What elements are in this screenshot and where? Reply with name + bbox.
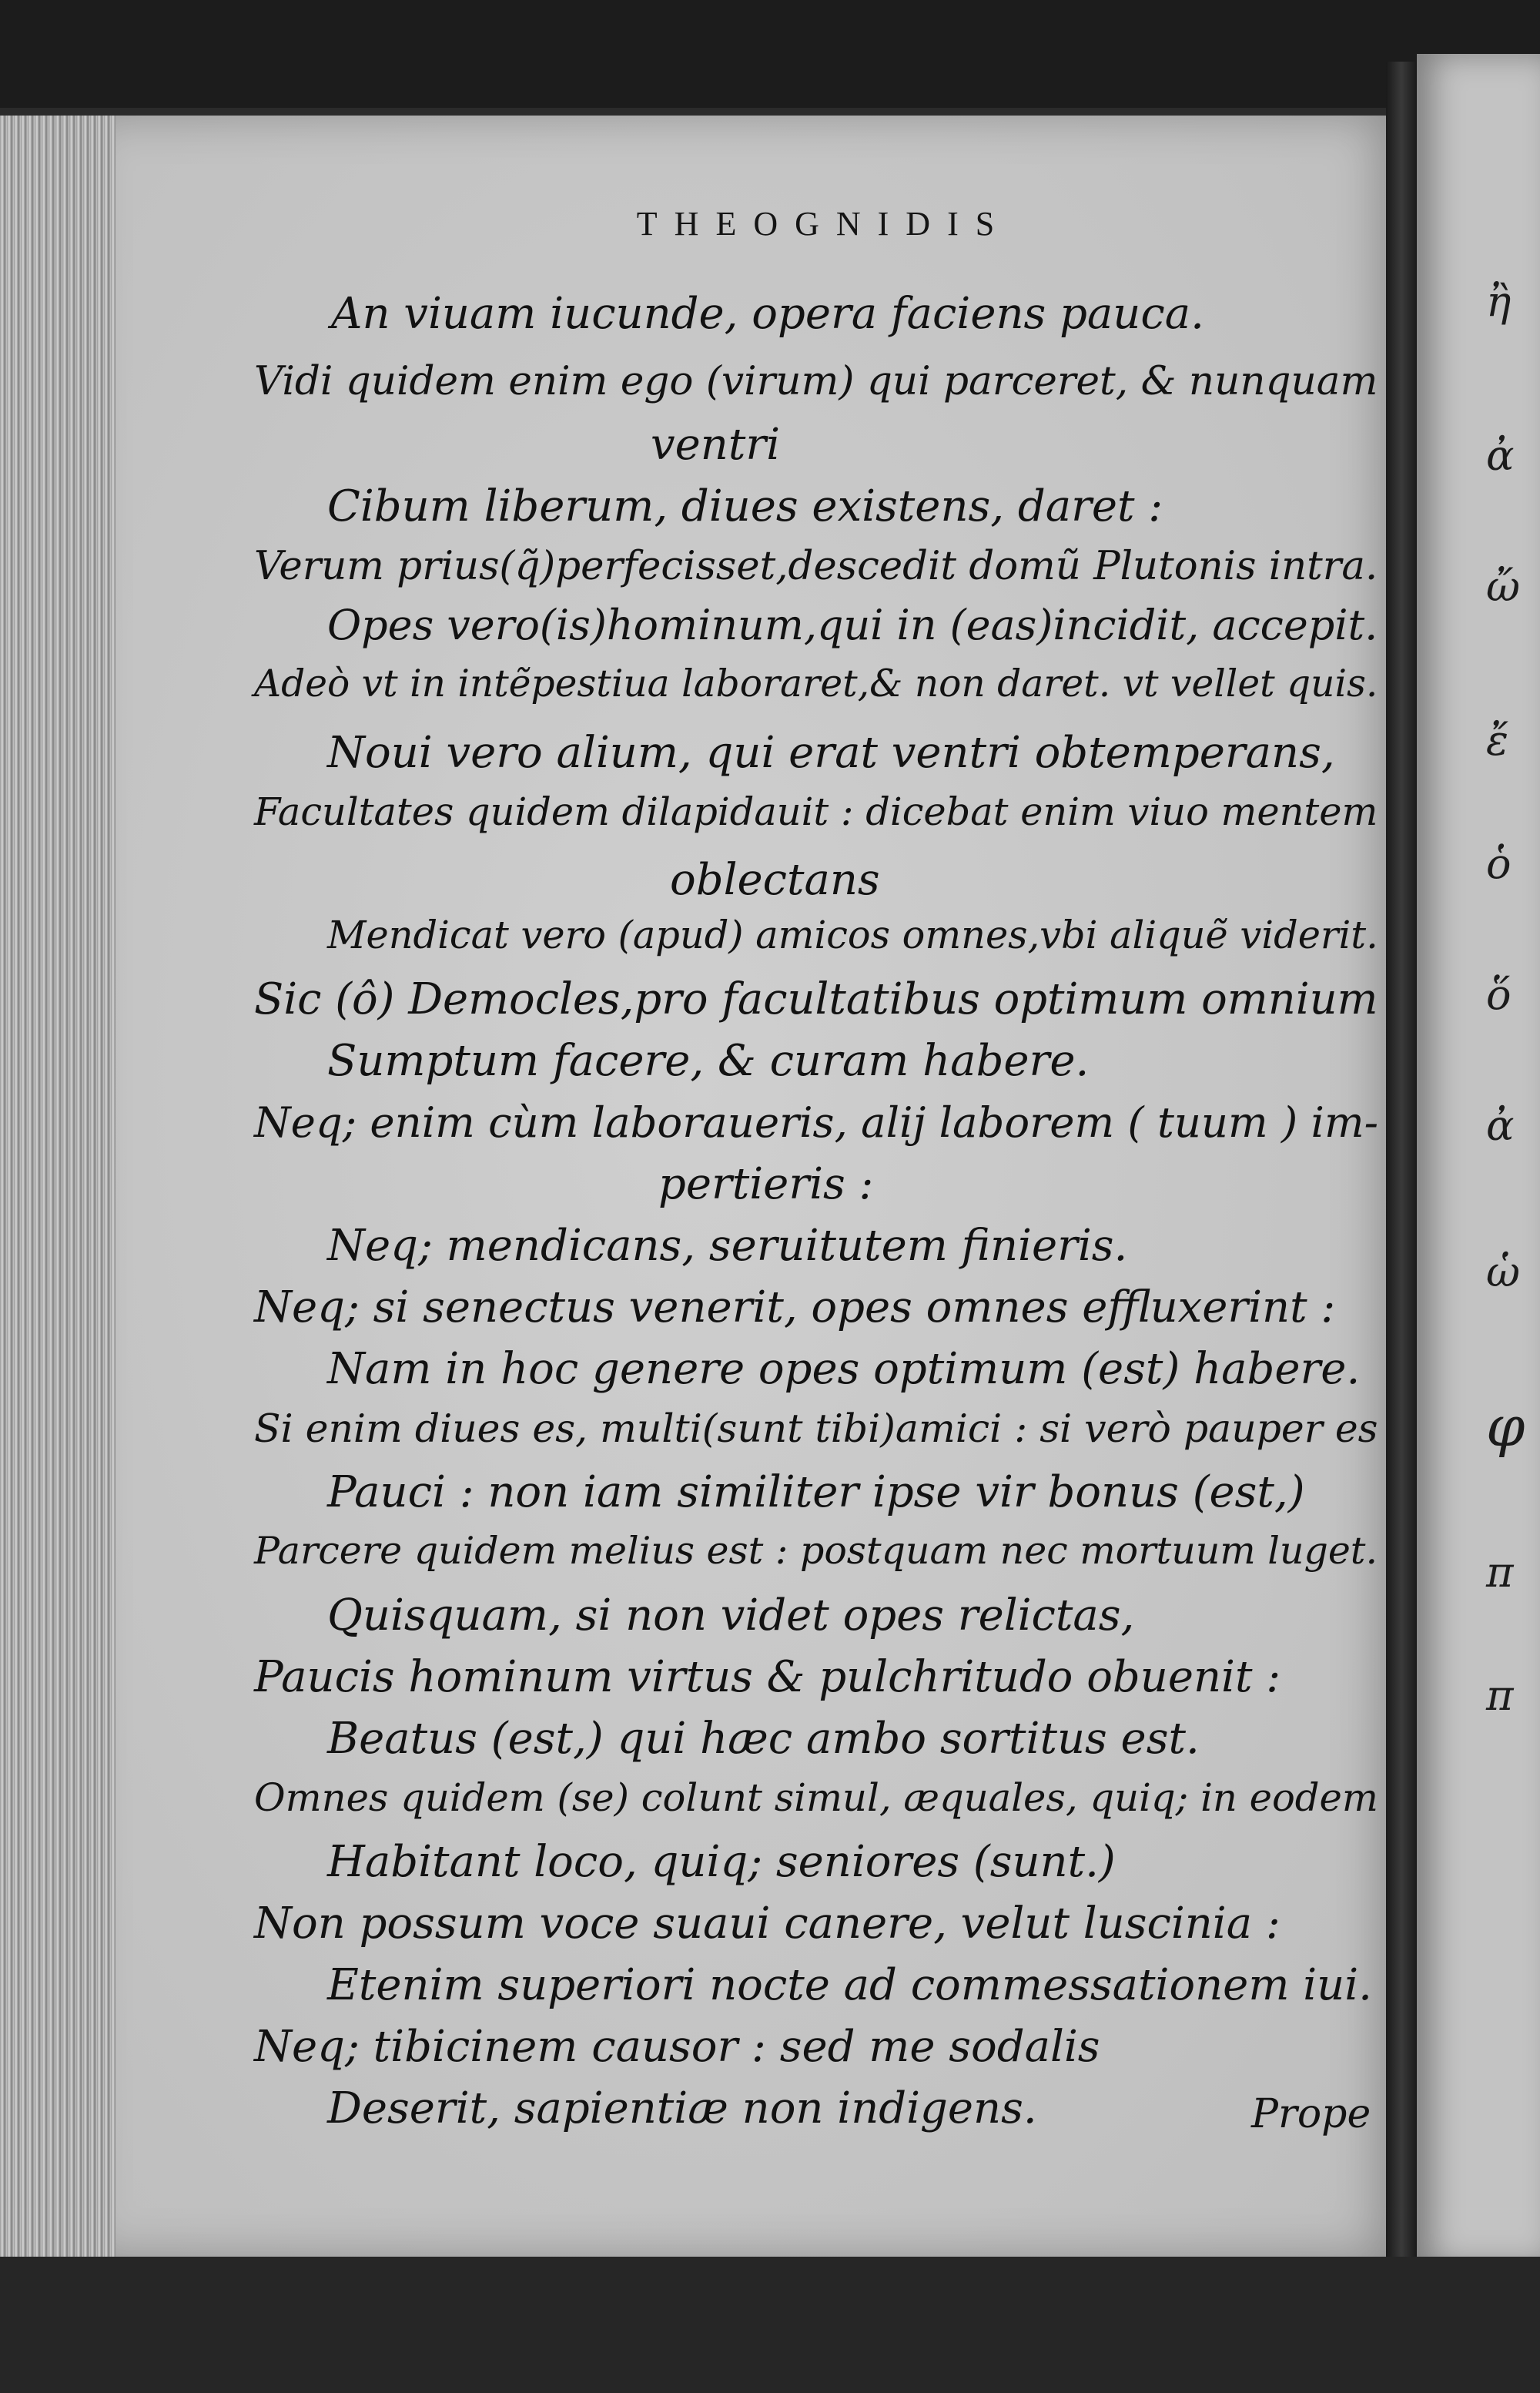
text-line: Etenim superiori nocte ad commessationem iui. (327, 1960, 1372, 2010)
text-line: Non possum voce suaui canere, velut luscinia : (254, 1899, 1281, 1949)
facing-glyph: ὁ (1486, 840, 1512, 888)
facing-page (1417, 54, 1540, 2264)
book-gutter (1386, 62, 1417, 2264)
text-line: Facultates quidem dilapidauit : dicebat enim viuo mentem (254, 789, 1378, 834)
text-line: Neq; mendicans, seruitutem finieris. (327, 1221, 1128, 1271)
text-line: Omnes quidem (se) colunt simul, æquales, quiq; in eodem (254, 1775, 1378, 1820)
text-line: Opes vero(is)hominum,qui in (eas)incidit, accepit. (327, 601, 1378, 649)
text-line: Adeò vt in intẽpestiua laboraret,& non daret. vt vellet quis. (254, 662, 1378, 705)
text-line: Sic (ô) Democles,pro facultatibus optimum omnium (254, 974, 1378, 1024)
facing-glyph: ὅ (1486, 970, 1512, 1019)
text-line: Habitant loco, quiq; seniores (sunt.) (327, 1837, 1116, 1887)
text-line: Verum prius(q̃)perfecisset,descedit domũ Plutonis intra. (254, 543, 1378, 589)
running-head: THEOGNIDIS (636, 205, 1012, 243)
text-line: Si enim diues es, multi(sunt tibi)amici : si verò pauper es (254, 1406, 1378, 1451)
text-line: pertieris : (658, 1159, 874, 1209)
background-bottom (0, 2257, 1540, 2393)
text-line: Noui vero alium, qui erat ventri obtemperans, (327, 728, 1335, 778)
text-line: ventri (651, 420, 781, 470)
text-line: Nam in hoc genere opes optimum (est) habere. (327, 1344, 1361, 1394)
text-line: Vidi quidem enim ego (virum) qui parceret, & nunquam (254, 358, 1378, 404)
facing-glyph: π (1486, 1548, 1514, 1597)
page-edges (0, 116, 125, 2257)
text-line: Neq; tibicinem causor : sed me sodalis (254, 2022, 1100, 2072)
text-line: Neq; si senectus venerit, opes omnes effluxerint : (254, 1282, 1336, 1332)
facing-glyph: ἢ (1486, 277, 1512, 326)
text-line: Sumptum facere, & curam habere. (327, 1036, 1090, 1086)
text-line: Quisquam, si non videt opes relictas, (327, 1590, 1135, 1641)
facing-glyph: ὡ (1486, 1248, 1521, 1296)
facing-glyph: ἀ (1486, 431, 1515, 480)
text-line: Paucis hominum virtus & pulchritudo obuenit : (254, 1652, 1281, 1702)
facing-glyph: ἔ (1486, 716, 1508, 765)
facing-glyph: ἀ (1486, 1101, 1515, 1150)
catchword: Prope (1251, 2091, 1371, 2137)
facing-glyph: π (1486, 1671, 1514, 1720)
text-line: Parcere quidem melius est : postquam nec mortuum luget. (254, 1529, 1378, 1573)
text-line: Cibum liberum, diues existens, daret : (327, 481, 1163, 531)
text-line: Neq; enim cùm laboraueris, alij laborem ( tuum ) im- (254, 1098, 1379, 1147)
facing-glyph: ὤ (1486, 562, 1521, 611)
text-line: Beatus (est,) qui hæc ambo sortitus est. (327, 1714, 1200, 1764)
text-line: Deserit, sapientiæ non indigens. (327, 2083, 1037, 2133)
background-top (0, 0, 1540, 108)
text-line: An viuam iucunde, opera faciens pauca. (331, 289, 1204, 339)
text-line: Pauci : non iam similiter ipse vir bonus (est,) (327, 1467, 1305, 1517)
text-line: oblectans (670, 855, 880, 905)
facing-glyph: φ (1486, 1394, 1525, 1459)
text-line: Mendicat vero (apud) amicos omnes,vbi aliquẽ viderit. (327, 913, 1378, 957)
